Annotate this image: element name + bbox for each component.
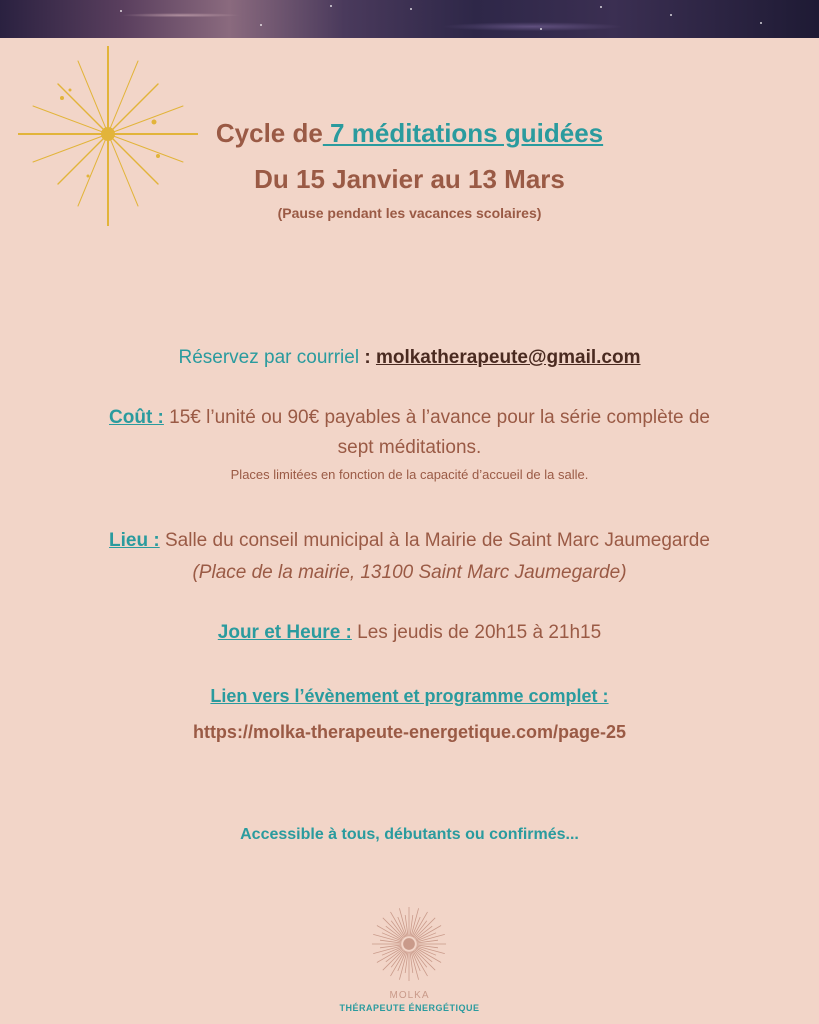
event-link-url[interactable]: https://molka-therapeute-energetique.com/page-25 (192, 722, 627, 742)
cost-line1: 15€ l’unité ou 90€ payables à l’avance pour la série complète de (163, 407, 710, 428)
cost-block (0, 403, 819, 463)
logo-ray (416, 925, 441, 940)
logo-ray (415, 950, 436, 971)
star-dot (600, 6, 602, 8)
logo-ray (416, 948, 441, 963)
logo-ray (380, 940, 401, 943)
star-dot (760, 22, 762, 24)
logo-ray (410, 915, 413, 936)
page-title (0, 118, 819, 149)
logo-subtitle: THÉRAPEUTE ÉNERGÉTIQUE (339, 1003, 480, 1013)
logo-ray (380, 945, 401, 948)
logo-ray (383, 950, 404, 971)
place-label: Lieu : (109, 530, 160, 551)
logo-name: MOLKA (389, 990, 430, 1001)
logo-ray (415, 918, 436, 939)
place-address: (Place de la mairie, 13100 Saint Marc Jaumegarde) (192, 562, 627, 583)
logo-ray (377, 925, 402, 940)
pause-note: (Pause pendant les vacances scolaires) (277, 205, 542, 221)
logo-ray (405, 952, 408, 973)
logo-ray (417, 940, 438, 943)
sunburst-logo-icon (370, 905, 448, 983)
star-dot (330, 5, 332, 7)
logo-ray (410, 952, 413, 973)
logo-ray (413, 951, 428, 976)
star-dot (540, 28, 542, 30)
cost-label: Coût : (109, 407, 164, 428)
booking-email-link[interactable]: molkatherapeute@gmail.com (375, 347, 641, 368)
logo-ray (405, 915, 408, 936)
tagline: Accessible à tous, débutants ou confirmés... (240, 826, 579, 843)
logo-ray (390, 912, 405, 937)
booking-label: Réservez par courriel (178, 347, 365, 368)
star-dot (260, 24, 262, 26)
schedule-value: Les jeudis de 20h15 à 21h15 (351, 622, 602, 643)
logo-ray (377, 948, 402, 963)
title-highlight: 7 méditations guidées (322, 118, 604, 148)
booking-separator: : (364, 347, 376, 368)
title-prefix: Cycle de (215, 118, 323, 148)
place-block (0, 525, 819, 589)
event-link-label (0, 686, 819, 707)
logo-ray (413, 912, 428, 937)
star-dot (670, 14, 672, 16)
cost-line2: sept méditations. (337, 437, 482, 458)
schedule-label: Jour et Heure : (217, 622, 352, 643)
star-dot (120, 10, 122, 12)
place-value: Salle du conseil municipal à la Mairie de Saint Marc Jaumegarde (159, 530, 710, 551)
booking-line (0, 347, 819, 369)
galaxy-banner (0, 0, 819, 38)
logo-ray (417, 945, 438, 948)
star-dot (410, 8, 412, 10)
event-link-label-text: Lien vers l’évènement et programme complet : (210, 686, 609, 706)
schedule-line (0, 622, 819, 644)
logo-ray (383, 918, 404, 939)
cost-note: Places limitées en fonction de la capacité d’accueil de la salle. (230, 467, 589, 482)
galaxy-dust (0, 0, 819, 38)
event-dates: Du 15 Janvier au 13 Mars (254, 164, 565, 194)
logo-ray (390, 951, 405, 976)
